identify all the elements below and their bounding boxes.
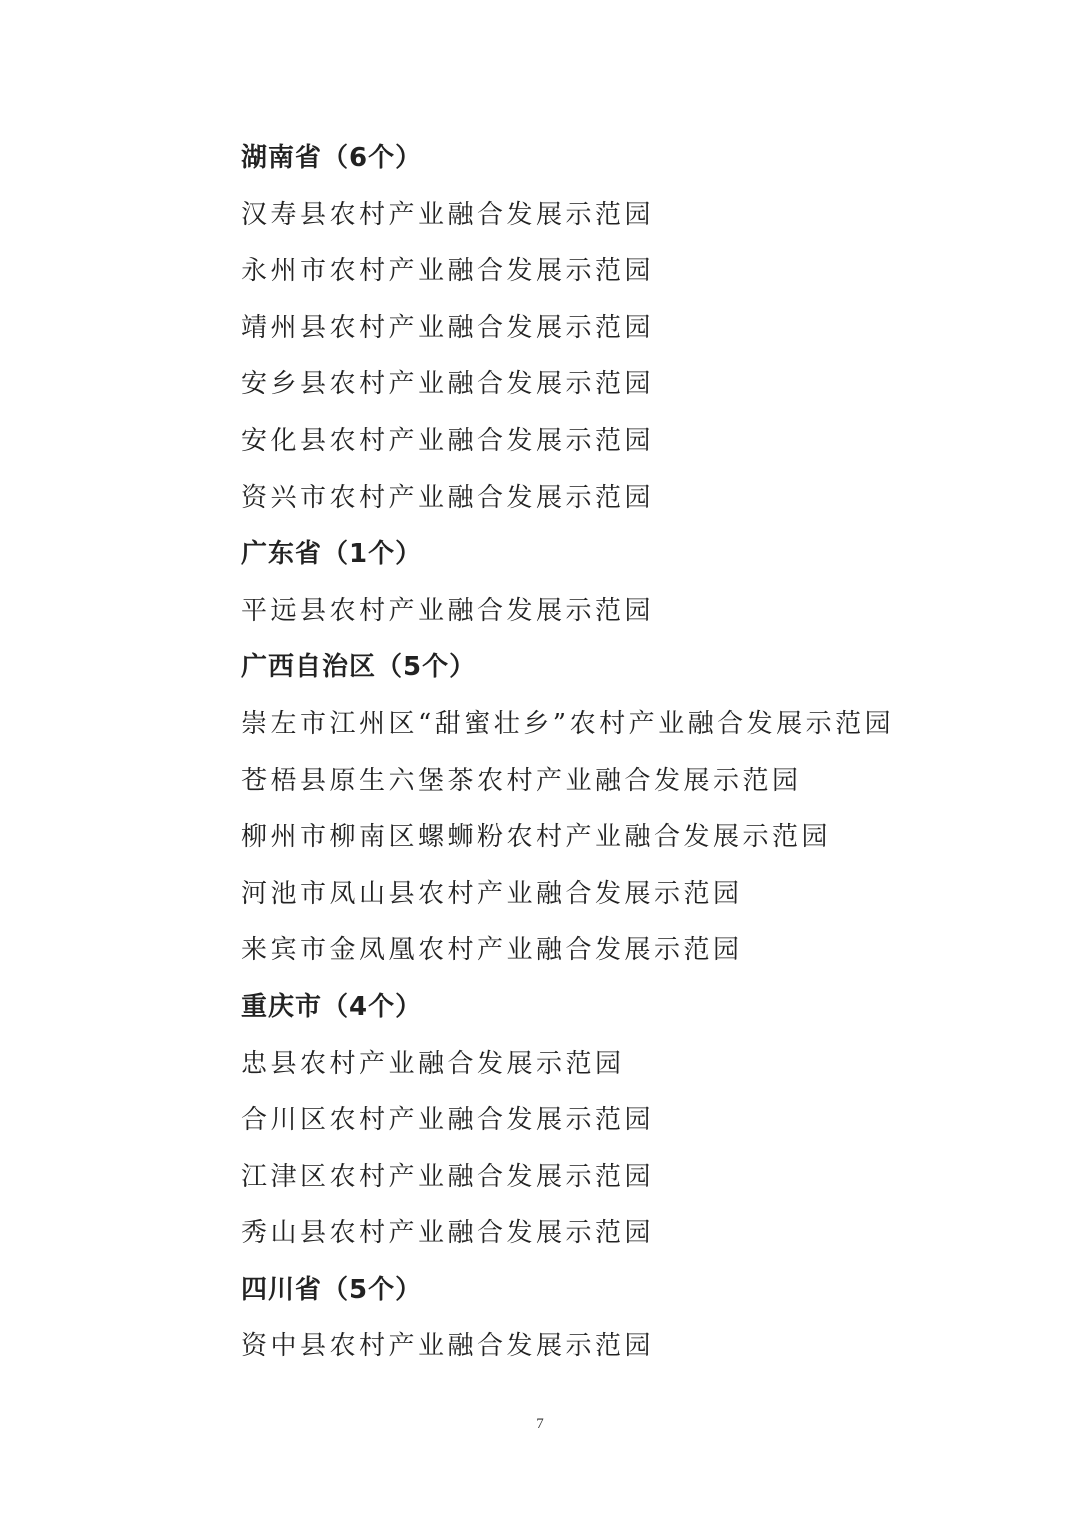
list-item: 平远县农村产业融合发展示范园: [241, 595, 655, 626]
list-item: 安乡县农村产业融合发展示范园: [241, 369, 655, 400]
list-item: 资中县农村产业融合发展示范园: [241, 1331, 655, 1362]
list-item: 靖州县农村产业融合发展示范园: [241, 312, 655, 343]
section-heading-guangxi: 广西自治区（5个）: [241, 652, 477, 683]
list-item: 来宾市金凤凰农村产业融合发展示范园: [241, 935, 743, 966]
list-item: 永州市农村产业融合发展示范园: [241, 256, 655, 287]
section-heading-guangdong: 广东省（1个）: [241, 539, 423, 570]
list-item: 秀山县农村产业融合发展示范园: [241, 1218, 655, 1249]
list-item: 资兴市农村产业融合发展示范园: [241, 482, 655, 513]
list-item: 汉寿县农村产业融合发展示范园: [241, 199, 655, 230]
list-item: 忠县农村产业融合发展示范园: [241, 1048, 625, 1079]
page-number: 7: [536, 1416, 544, 1432]
list-item: 合川区农村产业融合发展示范园: [241, 1105, 655, 1136]
section-heading-chongqing: 重庆市（4个）: [241, 991, 423, 1022]
list-item: 河池市凤山县农村产业融合发展示范园: [241, 878, 743, 909]
list-item: 江津区农村产业融合发展示范园: [241, 1161, 655, 1192]
list-item: 崇左市江州区“甜蜜壮乡”农村产业融合发展示范园: [241, 708, 895, 739]
document-body: [241, 130, 1041, 1375]
list-item: 柳州市柳南区螺蛳粉农村产业融合发展示范园: [241, 822, 832, 853]
list-item: 安化县农村产业融合发展示范园: [241, 425, 655, 456]
section-heading-sichuan: 四川省（5个）: [241, 1274, 423, 1305]
list-item: 苍梧县原生六堡茶农村产业融合发展示范园: [241, 765, 802, 796]
section-heading-hunan: 湖南省（6个）: [241, 143, 423, 173]
